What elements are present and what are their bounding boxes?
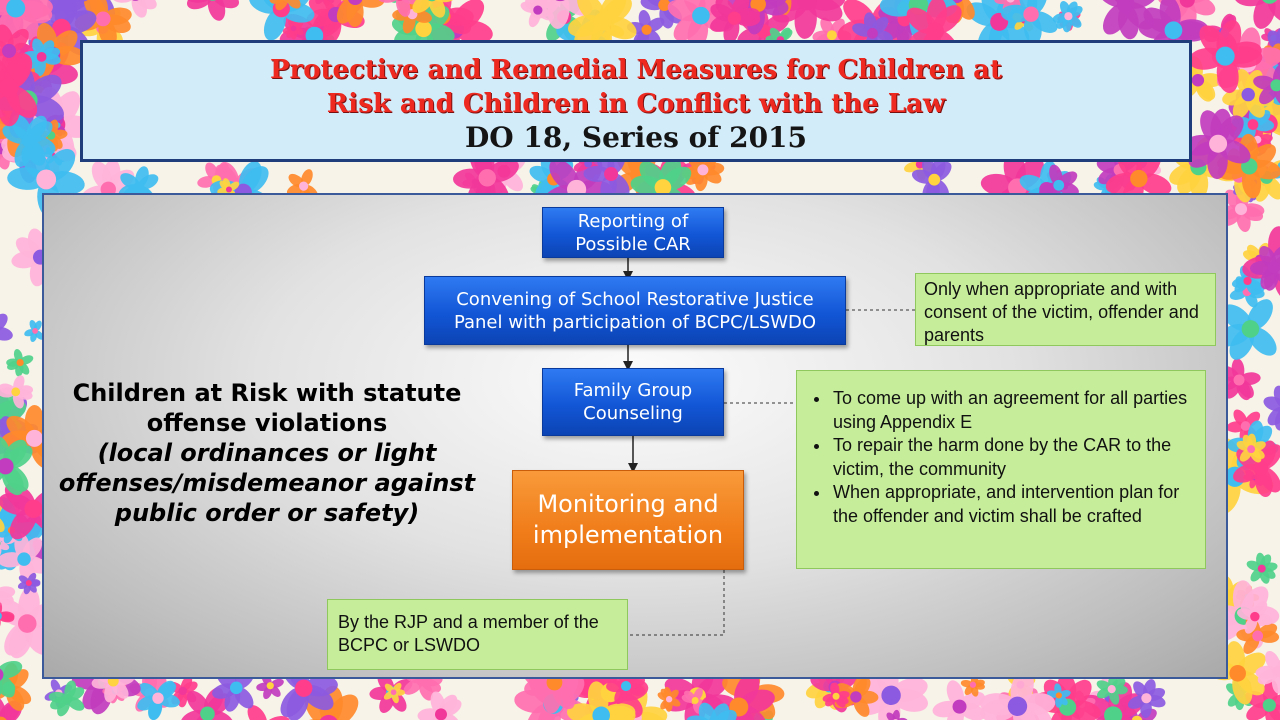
counseling-bullet-1: • To come up with an agreement for all parties using Appendix E (831, 387, 1199, 434)
title-line-1: Protective and Remedial Measures for Children at (269, 55, 1003, 85)
counseling-bullets (797, 387, 1199, 528)
note-monitoring (327, 599, 628, 670)
note-consent-text: Only when appropriate and with consent of the victim, offender and parents (924, 279, 1199, 345)
children-at-risk-label (52, 378, 482, 528)
flower-decoration (6, 348, 35, 377)
flower-decoration (0, 308, 14, 353)
title-banner (80, 40, 1192, 162)
step-monitoring (512, 470, 744, 570)
note-counseling (796, 370, 1206, 569)
note-consent (915, 273, 1216, 346)
title-line-2: Risk and Children in Conflict with the Law (326, 89, 946, 119)
flower-decoration (1245, 552, 1278, 585)
flower-decoration (184, 0, 242, 23)
flower-decoration (1234, 0, 1280, 32)
step-reporting-label: Reporting of Possible CAR (575, 210, 691, 255)
subtitle: DO 18, Series of 2015 (464, 121, 808, 154)
step-convening-label: Convening of School Restorative Justice Panel with participation of BCPC/LSWDO (453, 288, 817, 333)
step-monitoring-label: Monitoring and implementation (532, 490, 724, 549)
counseling-bullet-2: • To repair the harm done by the CAR to the victim, the community (831, 434, 1199, 481)
counseling-bullet-3: • When appropriate, and intervention plan for the offender and victim shall be crafted (831, 481, 1199, 528)
step-family-label: Family Group Counseling (573, 380, 693, 424)
children-at-risk-sub: (local ordinances or light offenses/misdemeanor against public order or safety) (58, 439, 476, 527)
step-reporting (542, 207, 724, 258)
step-family-counseling (542, 368, 724, 436)
step-convening-panel (424, 276, 846, 345)
children-at-risk-main: Children at Risk with statute offense violations (72, 379, 462, 437)
flower-decoration (1262, 383, 1280, 432)
note-monitoring-text: By the RJP and a member of the BCPC or LSWDO (338, 612, 599, 655)
